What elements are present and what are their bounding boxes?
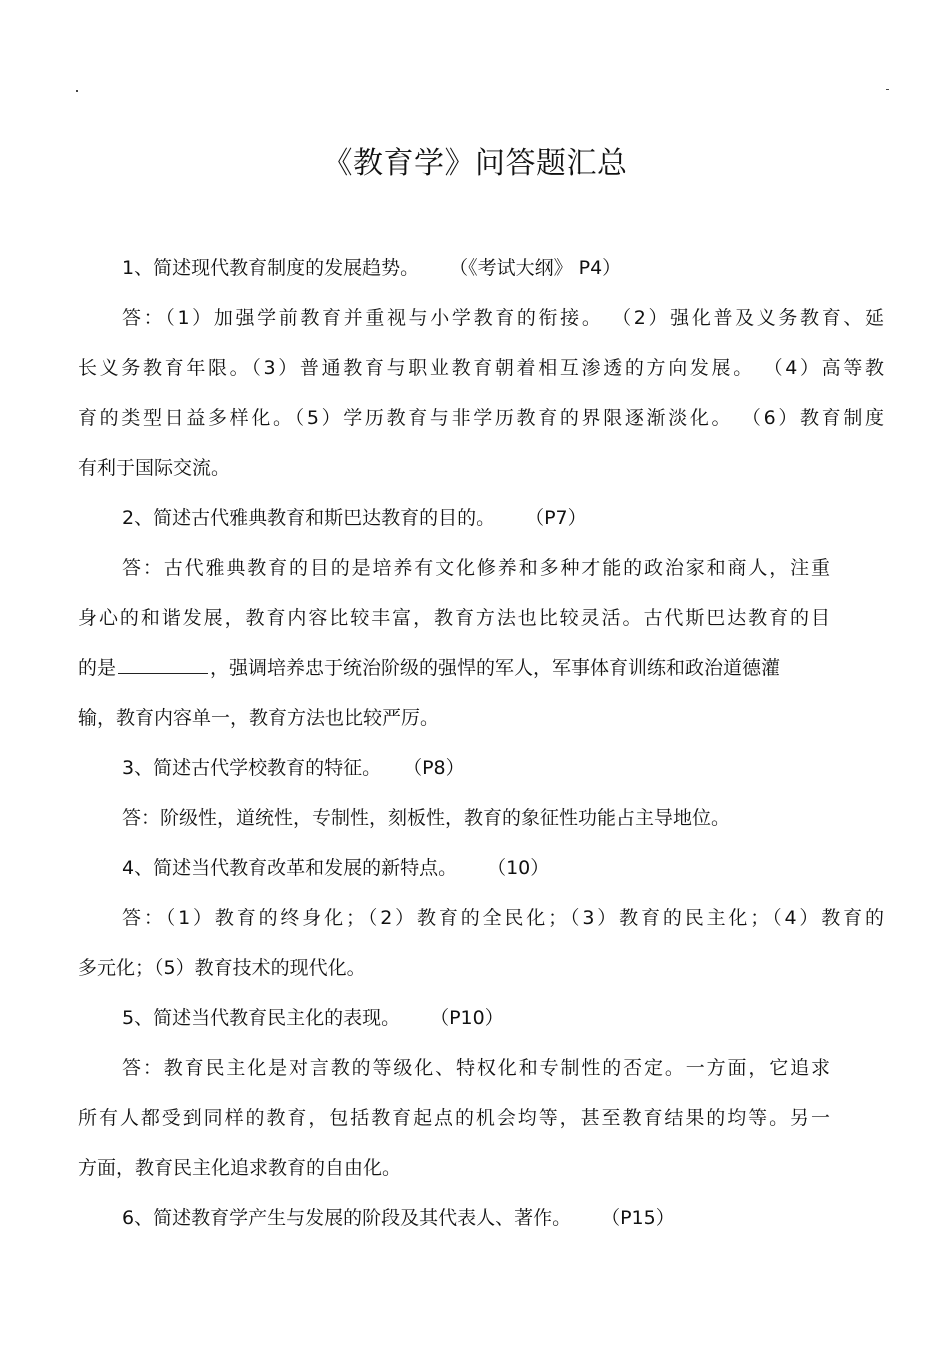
question-3-text: 3、简述古代学校教育的特征。 xyxy=(122,757,382,779)
answer-2-line-3 xyxy=(78,643,888,693)
question-2-ref: （P7） xyxy=(525,507,587,529)
question-2 xyxy=(78,493,888,543)
fill-in-blank xyxy=(118,655,208,674)
question-1-text: 1、简述现代教育制度的发展趋势。 xyxy=(122,257,420,279)
question-1-ref: （《考试大纲》 P4） xyxy=(449,257,622,279)
question-5 xyxy=(78,993,888,1043)
answer-5-line-2: 所有人都受到同样的教育，包括教育起点的机会均等，甚至教育结果的均等。另一 xyxy=(78,1107,830,1129)
answer-3: 答：阶级性，道统性，专制性，刻板性，教育的象征性功能占主导地位。 xyxy=(122,807,731,829)
answer-4-line-2: 多元化；（5）教育技术的现代化。 xyxy=(78,957,366,979)
question-5-text: 5、简述当代教育民主化的表现。 xyxy=(122,1007,401,1029)
question-6 xyxy=(78,1193,888,1243)
answer-1-line-1: 答：（1）加强学前教育并重视与小学教育的衔接。 （2）强化普及义务教育、延 xyxy=(122,307,884,329)
document-body xyxy=(78,243,888,1243)
question-4 xyxy=(78,843,888,893)
corner-mark-right xyxy=(886,89,889,90)
corner-mark-left xyxy=(76,90,78,92)
question-2-text: 2、简述古代雅典教育和斯巴达教育的目的。 xyxy=(122,507,496,529)
answer-2-line-4: 输，教育内容单一，教育方法也比较严厉。 xyxy=(78,707,440,729)
question-1 xyxy=(78,243,888,293)
answer-2-line-3-pre: 的是 xyxy=(78,657,117,679)
answer-4-line-1: 答：（1）教育的终身化；（2）教育的全民化；（3）教育的民主化；（4）教育的 xyxy=(122,907,884,929)
question-6-ref: （P15） xyxy=(601,1207,675,1229)
answer-2-line-3-post: ，强调培养忠于统治阶级的强悍的军人，军事体育训练和政治道德灌 xyxy=(210,657,781,679)
answer-1-line-4: 有利于国际交流。 xyxy=(78,457,231,479)
question-6-text: 6、简述教育学产生与发展的阶段及其代表人、著作。 xyxy=(122,1207,572,1229)
page-title: 《教育学》问答题汇总 xyxy=(322,146,628,181)
answer-5-line-1: 答：教育民主化是对言教的等级化、特权化和专制性的否定。一方面，它追求 xyxy=(122,1057,830,1079)
answer-1-line-3: 育的类型日益多样化。（5）学历教育与非学历教育的界限逐渐淡化。 （6）教育制度 xyxy=(78,407,884,429)
answer-2-line-2: 身心的和谐发展，教育内容比较丰富，教育方法也比较灵活。古代斯巴达教育的目 xyxy=(78,607,830,629)
question-3-ref: （P8） xyxy=(403,757,465,779)
answer-5-line-3: 方面，教育民主化追求教育的自由化。 xyxy=(78,1157,402,1179)
answer-2-line-1: 答：古代雅典教育的目的是培养有文化修养和多种才能的政治家和商人，注重 xyxy=(122,557,830,579)
question-4-ref: （10） xyxy=(487,857,550,879)
question-5-ref: （P10） xyxy=(430,1007,504,1029)
answer-1-line-2: 长义务教育年限。（3）普通教育与职业教育朝着相互渗透的方向发展。 （4）高等教 xyxy=(78,357,884,379)
question-4-text: 4、简述当代教育改革和发展的新特点。 xyxy=(122,857,458,879)
question-3 xyxy=(78,743,888,793)
